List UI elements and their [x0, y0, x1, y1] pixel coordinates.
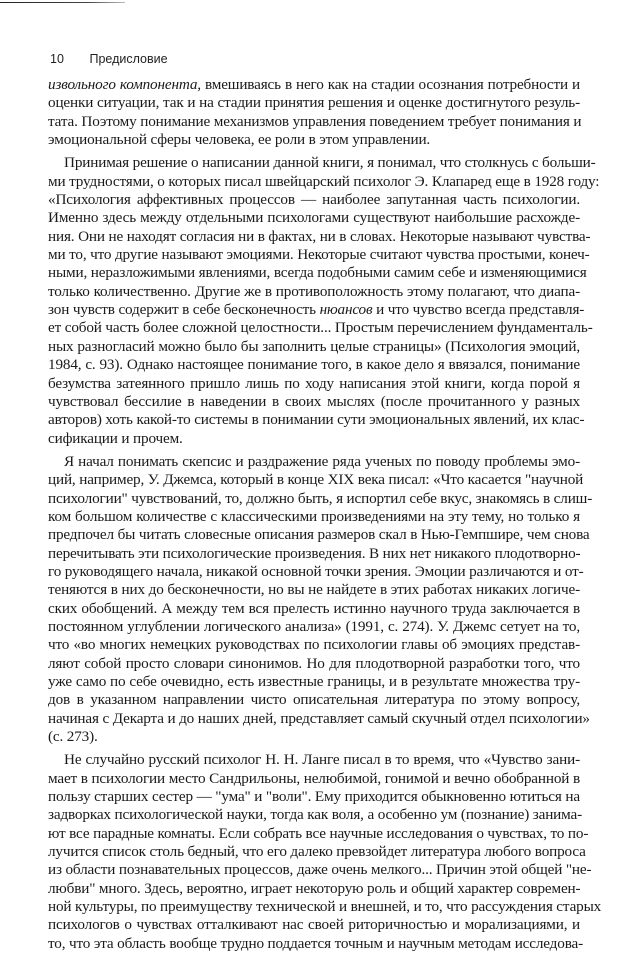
paragraph	[48, 154, 600, 448]
text-line	[48, 489, 593, 508]
text-line	[48, 264, 587, 282]
text-line	[48, 526, 590, 544]
line-text: психологов о чувствах отталкивают нас своей риторичностью и морализациями, и	[48, 916, 580, 934]
line-text: и что чувство всегда представля-	[372, 301, 585, 319]
line-text: мает в психологии место Сандрильоны, нелюбимой, гонимой и вечно обобранной в	[48, 769, 580, 787]
text-line	[48, 76, 580, 94]
running-header	[50, 52, 168, 66]
line-text: сификации и прочем.	[48, 429, 183, 447]
line-text: постоянном углублении логического анализа» (1991, с. 274). У. Джемс сетует на то,	[48, 617, 580, 635]
text-line	[48, 154, 596, 172]
text-line	[48, 806, 583, 824]
line-text: ными, неразложимыми явлениями, всегда подобными самим себе и изменяющимися	[48, 264, 587, 282]
text-line	[48, 751, 580, 769]
line-text: безумства затеянного пришло лишь по ходу написания этой книги, когда порой я	[48, 374, 580, 392]
text-line	[48, 843, 586, 861]
scan-edge-rule	[0, 2, 125, 3]
line-text: ной культуры, по преимуществу технической и внешней, и то, что рассуждения старых	[48, 898, 602, 916]
text-line	[48, 861, 592, 879]
text-line	[48, 562, 584, 581]
text-line	[48, 581, 580, 599]
line-text: теняются в них до бесконечности, но вы не найдете в этих работах никаких логиче-	[48, 581, 580, 599]
text-line	[48, 319, 593, 337]
line-text: лучится список столь бедный, что его далеко превзойдет литература любого вопроса	[48, 843, 586, 861]
line-text: авторов) хоть какой-то системы в понимании сути эмоциональных явлений, их клас-	[48, 411, 585, 429]
paragraph	[48, 751, 602, 953]
line-text: ют все парадные комнаты. Если собрать все научные исследования о чувствах, то по-	[48, 824, 589, 842]
line-text: ми трудностями, о которых писал швейцарский психолог Э. Клапаред еще в 1928 году:	[48, 172, 600, 190]
line-text: уже само по себе очевидно, есть известные границы, и в результате множества тру-	[48, 673, 580, 690]
line-text: оценки ситуации, так и на стадии принятия решения и оценке достигнутого резуль-	[48, 94, 580, 112]
text-line	[48, 356, 580, 374]
text-line	[48, 709, 590, 728]
text-line	[48, 191, 580, 209]
line-text: любви" много. Здесь, вероятно, играет некоторую роль и общий характер современ-	[48, 879, 581, 897]
line-text: задворках психологической науки, тогда как воля, а особенно ум (познание) занима-	[48, 806, 583, 824]
text-line	[48, 375, 580, 393]
line-text: Я начал понимать скепсис и раздражение ряда ученых по поводу проблемы эмо-	[64, 452, 580, 470]
text-line	[48, 338, 580, 356]
text-line	[48, 618, 580, 636]
text-line	[48, 430, 580, 448]
line-text: пользу старших сестер — "ума" и "воли". Ему приходится обыкновенно ютиться на	[48, 788, 580, 806]
text-line	[48, 545, 580, 563]
text-line	[48, 636, 580, 654]
text-line	[48, 246, 590, 264]
line-text: ния. Они не находят согласия ни в фактах, ни в словах. Некоторые называют чувства-	[48, 227, 591, 245]
text-line	[48, 898, 602, 916]
emphasis-text: извольного компонента,	[48, 76, 201, 93]
line-text: ком большом количестве с классическими произведениями на эту тему, но только я	[48, 507, 580, 525]
line-text: эмоциональной сферы человека, ее роли в этом управлении.	[48, 131, 431, 149]
line-text: ми то, что другие называют эмоциями. Некоторые считают чувства простыми, конеч-	[48, 246, 590, 264]
line-text: ет собой часть более сложной целостности... Простым перечислением фундаменталь-	[48, 319, 593, 337]
line-text: (с. 273).	[48, 728, 98, 746]
line-text: ляют собой просто словари синонимов. Но для плодотворной разработки того, что	[48, 654, 580, 672]
text-line	[48, 94, 580, 112]
text-line	[48, 131, 580, 149]
line-text: предпочел бы читать словесные описания размеров скал в Нью-Гемпшире, чем снова	[48, 526, 590, 544]
emphasis-text: нюансов	[319, 301, 373, 319]
text-line	[48, 283, 580, 301]
line-text: ций, например, У. Джемса, который в конце XIX века писал: «Что касается "научной	[48, 471, 584, 489]
line-text: ских обобщений. А между тем вся прелесть истинно научного труда заключается в	[48, 599, 580, 617]
line-text: Именно здесь между отдельными психологами существуют наибольшие расхожде-	[48, 209, 580, 227]
line-text: чувствовал бессилие в наведении в своих мыслях (после прочитанного у разных	[48, 392, 580, 410]
text-line	[48, 301, 585, 319]
line-text: то, что эта область вообще трудно поддается точным и научным методам исследова-	[48, 934, 584, 952]
text-line	[48, 600, 580, 618]
line-text: психологии" чувствований, то, должно быть, я испортил себе вкус, знакомясь в слиш-	[48, 489, 593, 507]
line-text: вмешиваясь в него как на стадии осознания потребности и	[200, 76, 580, 93]
paragraph	[48, 452, 593, 747]
line-text: 1984, с. 93). Однако настоящее понимание того, в какое дело я ввязался, понимание	[48, 356, 580, 374]
paragraph	[48, 76, 580, 149]
line-text: тата. Поэтому понимание механизмов управления поведением требует понимания и	[48, 112, 582, 130]
line-text: зон чувств содержит в себе бесконечность	[48, 301, 320, 319]
line-text: Не случайно русский психолог Н. Н. Ланге писал в то время, что «Чувство зани-	[64, 751, 580, 769]
line-text: Принимая решение о написании данной книги, я понимал, что столкнусь с больши-	[64, 154, 596, 172]
text-line	[48, 411, 585, 429]
line-text: только количественно. Другие же в противоположность этому полагают, что диапа-	[48, 282, 580, 300]
line-text: перечитывать эти психологические произведения. В них нет никакого плодотворно-	[48, 544, 581, 562]
text-line	[48, 471, 584, 489]
line-text: начиная с Декарта и до наших дней, представляет самый скучный отдел психологии»	[48, 709, 590, 727]
line-text: что «во многих немецких руководствах по психологии главы об эмоциях представ-	[48, 636, 580, 654]
text-line	[48, 728, 580, 746]
text-line	[48, 172, 600, 191]
text-line	[48, 691, 580, 709]
text-line	[48, 916, 580, 934]
text-line	[48, 113, 580, 131]
line-text: ных разногласий можно было бы заполнить целые страницы» (Психология эмоций,	[48, 337, 580, 355]
text-line	[48, 673, 580, 691]
line-text: дов в указанном направлении чисто описательная литература по этому вопросу,	[48, 691, 580, 709]
running-title: Предисловие	[89, 52, 168, 66]
line-text: из области познавательных процессов, даже очень мелкого... Причин этой общей "не-	[48, 861, 592, 879]
text-line	[48, 453, 580, 471]
text-line	[48, 880, 580, 898]
line-text: го руководящего начала, никакой основной точки зрения. Эмоции различаются и от-	[48, 562, 584, 580]
text-line	[48, 227, 591, 246]
text-line	[48, 770, 580, 788]
text-line	[48, 788, 580, 806]
text-line	[48, 209, 580, 227]
text-line	[48, 393, 580, 411]
body-text	[48, 76, 602, 953]
text-line	[48, 934, 584, 953]
text-line	[48, 824, 589, 843]
page-number: 10	[50, 52, 64, 66]
text-line	[48, 655, 580, 673]
text-line	[48, 508, 580, 526]
line-text: «Психология аффективных процессов — наиболее запутанная часть психологии.	[48, 191, 580, 209]
